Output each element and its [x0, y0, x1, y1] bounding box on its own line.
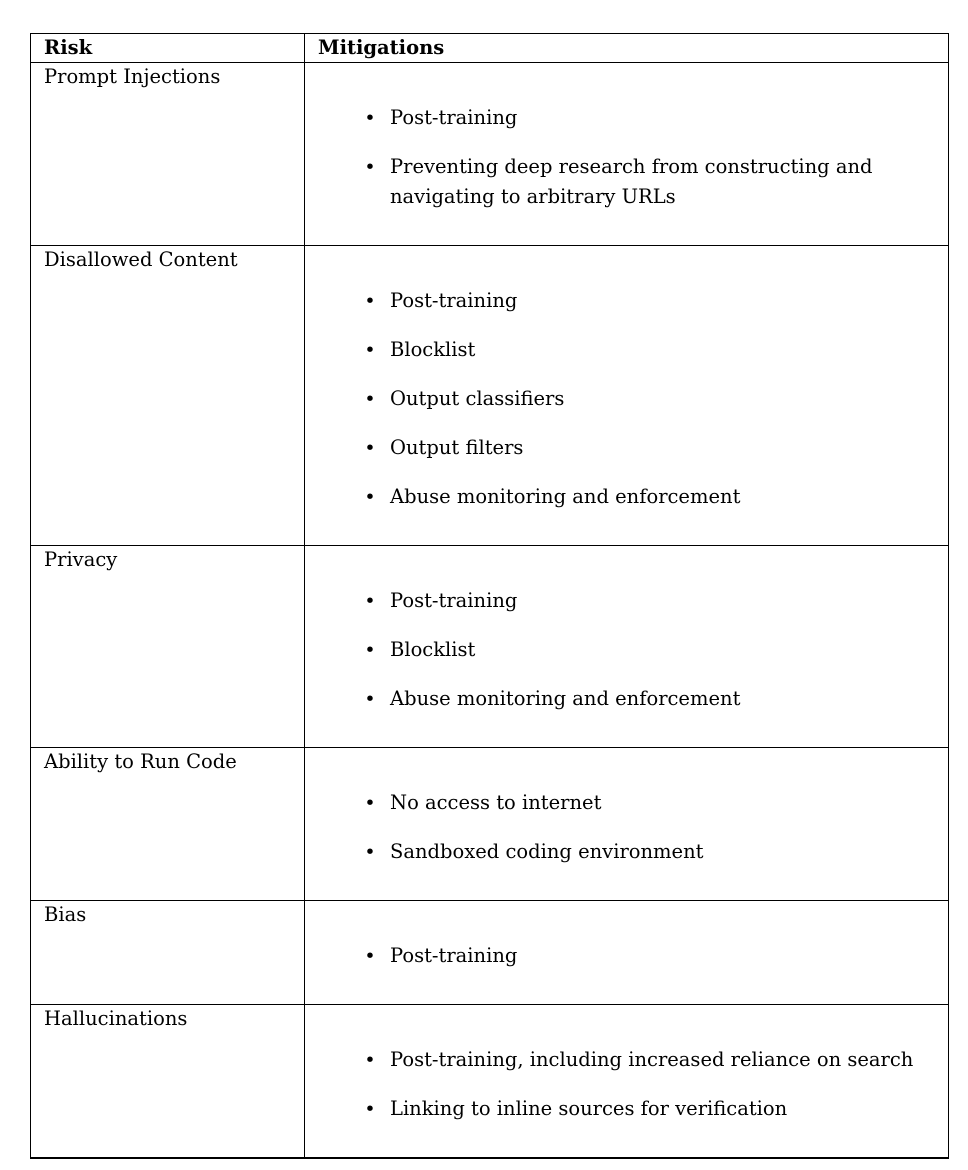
mitigation-text: Post-training [390, 289, 518, 312]
mitigations-cell [305, 901, 949, 1005]
mitigation-item [364, 152, 948, 212]
mitigation-text: Sandboxed coding environment [390, 840, 704, 863]
risk-cell: Prompt Injections [31, 63, 305, 246]
mitigation-text: No access to internet [390, 791, 602, 814]
mitigations-cell [305, 748, 949, 901]
bullet-icon: • [364, 1049, 376, 1071]
header-mitigations: Mitigations [305, 34, 949, 63]
mitigation-text: Abuse monitoring and enforcement [390, 485, 741, 508]
mitigation-list [318, 901, 948, 1004]
mitigation-item [364, 1094, 948, 1124]
risk-mitigation-table [30, 33, 949, 1159]
bullet-icon: • [364, 339, 376, 361]
bullet-icon: • [364, 107, 376, 129]
table-row [31, 901, 949, 1005]
bullet-icon: • [364, 156, 376, 178]
mitigation-item [364, 286, 948, 316]
table-row [31, 748, 949, 901]
mitigations-cell [305, 63, 949, 246]
mitigations-cell [305, 246, 949, 546]
mitigation-item [364, 384, 948, 414]
header-risk: Risk [31, 34, 305, 63]
risk-cell: Privacy [31, 546, 305, 748]
mitigation-item [364, 586, 948, 616]
mitigation-list [318, 748, 948, 900]
table-row [31, 546, 949, 748]
mitigation-text: Linking to inline sources for verification [390, 1097, 788, 1120]
mitigation-list [318, 546, 948, 747]
bullet-icon: • [364, 792, 376, 814]
mitigation-text: Post-training [390, 944, 518, 967]
bullet-icon: • [364, 590, 376, 612]
mitigations-cell [305, 546, 949, 748]
mitigation-text: Blocklist [390, 638, 476, 661]
table-row [31, 246, 949, 546]
bullet-icon: • [364, 437, 376, 459]
table-row [31, 1005, 949, 1159]
header-row [31, 34, 949, 63]
mitigation-text: Output filters [390, 436, 524, 459]
table-row [31, 63, 949, 246]
mitigation-text: Blocklist [390, 338, 476, 361]
table-header [31, 34, 949, 63]
bullet-icon: • [364, 388, 376, 410]
mitigation-text: Output classifiers [390, 387, 565, 410]
bullet-icon: • [364, 841, 376, 863]
mitigation-item [364, 433, 948, 463]
mitigation-item [364, 1045, 948, 1075]
mitigation-text: Post-training [390, 589, 518, 612]
risk-cell: Bias [31, 901, 305, 1005]
risk-cell: Ability to Run Code [31, 748, 305, 901]
mitigation-text: Post-training [390, 106, 518, 129]
bullet-icon: • [364, 486, 376, 508]
mitigation-item [364, 788, 948, 818]
bullet-icon: • [364, 688, 376, 710]
mitigation-text: Post-training, including increased reliance on search [390, 1048, 914, 1071]
mitigation-item [364, 837, 948, 867]
table-body [31, 63, 949, 1159]
bullet-icon: • [364, 639, 376, 661]
bullet-icon: • [364, 945, 376, 967]
mitigation-item [364, 482, 948, 512]
mitigation-item [364, 941, 948, 971]
mitigation-list [318, 246, 948, 545]
mitigation-item [364, 684, 948, 714]
mitigation-item [364, 103, 948, 133]
mitigation-item [364, 335, 948, 365]
mitigation-item [364, 635, 948, 665]
mitigation-text: Preventing deep research from constructing and navigating to arbitrary URLs [390, 155, 873, 208]
mitigation-list [318, 1005, 948, 1157]
mitigation-list [318, 63, 948, 245]
risk-cell: Disallowed Content [31, 246, 305, 546]
bullet-icon: • [364, 290, 376, 312]
mitigations-cell [305, 1005, 949, 1159]
mitigation-text: Abuse monitoring and enforcement [390, 687, 741, 710]
bullet-icon: • [364, 1098, 376, 1120]
risk-cell: Hallucinations [31, 1005, 305, 1159]
